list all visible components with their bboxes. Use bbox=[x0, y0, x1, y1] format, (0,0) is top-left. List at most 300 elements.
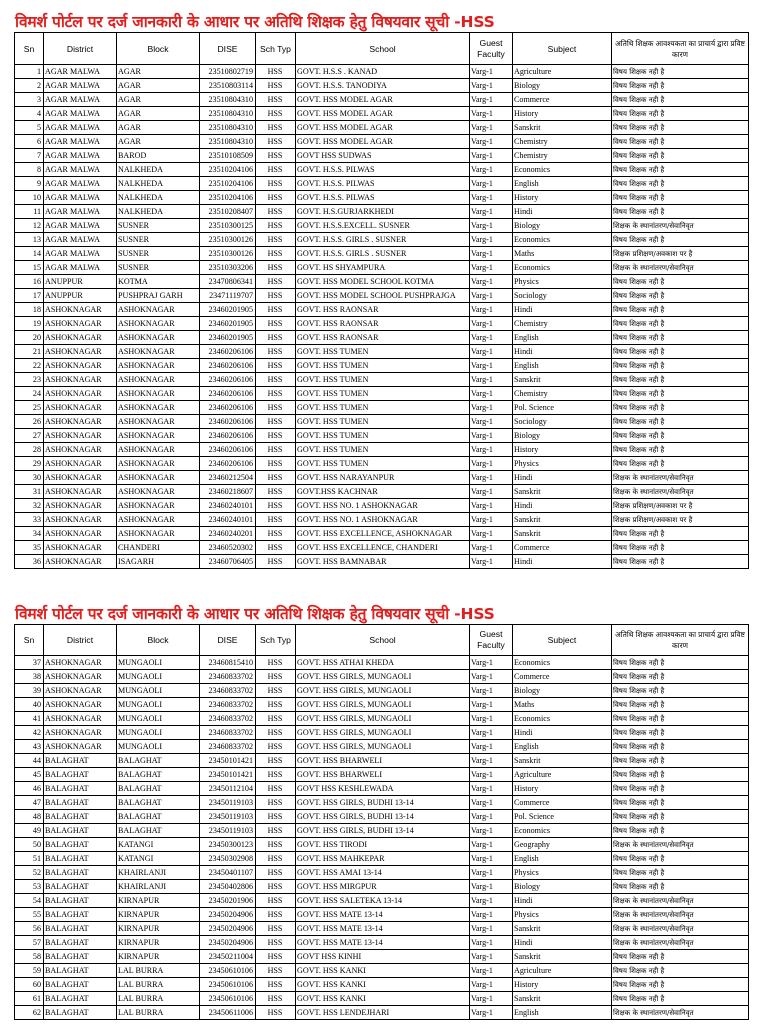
cell-subject: Sanskrit bbox=[513, 922, 612, 936]
cell-district: BALAGHAT bbox=[44, 992, 117, 1006]
cell-subject: Sanskrit bbox=[513, 527, 612, 541]
cell-district: AGAR MALWA bbox=[44, 93, 117, 107]
cell-sch-typ: HSS bbox=[256, 768, 296, 782]
cell-school: GOVT. H.S.GURJARKHEDI bbox=[296, 205, 470, 219]
header-sch-typ: Sch Typ bbox=[256, 33, 296, 65]
cell-sch-typ: HSS bbox=[256, 908, 296, 922]
cell-school: GOVT. HSS GIRLS, MUNGAOLI bbox=[296, 670, 470, 684]
cell-sn: 17 bbox=[15, 289, 44, 303]
header-subject: Subject bbox=[513, 625, 612, 656]
cell-reason: शिक्षक के स्थानांतरण/सेवानिवृत bbox=[612, 219, 749, 233]
cell-guest-faculty: Varg-1 bbox=[470, 670, 513, 684]
cell-subject: Geography bbox=[513, 838, 612, 852]
cell-block: AGAR bbox=[117, 135, 200, 149]
table-row bbox=[15, 121, 749, 135]
cell-school: GOVT. HSS MODEL SCHOOL KOTMA bbox=[296, 275, 470, 289]
cell-sn: 9 bbox=[15, 177, 44, 191]
cell-guest-faculty: Varg-1 bbox=[470, 443, 513, 457]
cell-reason: विषय शिक्षक नही है bbox=[612, 121, 749, 135]
cell-school: GOVT. HSS GIRLS, MUNGAOLI bbox=[296, 726, 470, 740]
cell-subject: English bbox=[513, 740, 612, 754]
cell-guest-faculty: Varg-1 bbox=[470, 513, 513, 527]
table-row bbox=[15, 964, 749, 978]
cell-sn: 53 bbox=[15, 880, 44, 894]
cell-reason: विषय शिक्षक नही है bbox=[612, 135, 749, 149]
cell-guest-faculty: Varg-1 bbox=[470, 485, 513, 499]
cell-block: AGAR bbox=[117, 65, 200, 79]
page-title-2: विमर्श पोर्टल पर दर्ज जानकारी के आधार पर अतिथि शिक्षक हेतु विषयवार सूची -HSS bbox=[15, 605, 495, 623]
table-row bbox=[15, 936, 749, 950]
cell-sn: 56 bbox=[15, 922, 44, 936]
table-row bbox=[15, 261, 749, 275]
cell-dise: 23510804310 bbox=[200, 121, 256, 135]
cell-sn: 45 bbox=[15, 768, 44, 782]
cell-school: GOVT. HSS KANKI bbox=[296, 992, 470, 1006]
cell-subject: Chemistry bbox=[513, 135, 612, 149]
cell-dise: 23450204906 bbox=[200, 936, 256, 950]
table-row bbox=[15, 922, 749, 936]
cell-subject: Chemistry bbox=[513, 387, 612, 401]
cell-sn: 24 bbox=[15, 387, 44, 401]
cell-school: GOVT. HSS MODEL SCHOOL PUSHPRAJGA bbox=[296, 289, 470, 303]
cell-dise: 23450300123 bbox=[200, 838, 256, 852]
cell-district: ASHOKNAGAR bbox=[44, 471, 117, 485]
cell-guest-faculty: Varg-1 bbox=[470, 219, 513, 233]
cell-sch-typ: HSS bbox=[256, 796, 296, 810]
cell-subject: Maths bbox=[513, 698, 612, 712]
cell-district: ASHOKNAGAR bbox=[44, 656, 117, 670]
cell-guest-faculty: Varg-1 bbox=[470, 684, 513, 698]
table-row bbox=[15, 796, 749, 810]
cell-district: AGAR MALWA bbox=[44, 65, 117, 79]
cell-sn: 16 bbox=[15, 275, 44, 289]
cell-guest-faculty: Varg-1 bbox=[470, 740, 513, 754]
cell-reason: विषय शिक्षक नही है bbox=[612, 880, 749, 894]
cell-district: BALAGHAT bbox=[44, 782, 117, 796]
cell-dise: 23510303206 bbox=[200, 261, 256, 275]
cell-school: GOVT. HSS MODEL AGAR bbox=[296, 107, 470, 121]
cell-dise: 23450401107 bbox=[200, 866, 256, 880]
cell-reason: विषय शिक्षक नही है bbox=[612, 698, 749, 712]
cell-school: GOVT. H.S.S. GIRLS . SUSNER bbox=[296, 233, 470, 247]
cell-district: ASHOKNAGAR bbox=[44, 684, 117, 698]
cell-guest-faculty: Varg-1 bbox=[470, 541, 513, 555]
cell-sn: 7 bbox=[15, 149, 44, 163]
cell-school: GOVT. HSS GIRLS, BUDHI 13-14 bbox=[296, 796, 470, 810]
cell-school: GOVT. HSS LENDEJHARI bbox=[296, 1006, 470, 1020]
cell-reason: विषय शिक्षक नही है bbox=[612, 233, 749, 247]
cell-sn: 47 bbox=[15, 796, 44, 810]
cell-district: ASHOKNAGAR bbox=[44, 359, 117, 373]
cell-dise: 23470806341 bbox=[200, 275, 256, 289]
cell-sn: 37 bbox=[15, 656, 44, 670]
cell-district: ASHOKNAGAR bbox=[44, 499, 117, 513]
table-row bbox=[15, 135, 749, 149]
cell-district: BALAGHAT bbox=[44, 936, 117, 950]
cell-block: MUNGAOLI bbox=[117, 670, 200, 684]
cell-sch-typ: HSS bbox=[256, 698, 296, 712]
cell-school: GOVT. HSS KANKI bbox=[296, 978, 470, 992]
cell-district: ASHOKNAGAR bbox=[44, 541, 117, 555]
cell-school: GOVT. HSS MODEL AGAR bbox=[296, 121, 470, 135]
cell-block: KOTMA bbox=[117, 275, 200, 289]
cell-district: BALAGHAT bbox=[44, 922, 117, 936]
cell-school: GOVT. H.S.S. PILWAS bbox=[296, 191, 470, 205]
header-sn: Sn bbox=[15, 33, 44, 65]
cell-sn: 14 bbox=[15, 247, 44, 261]
cell-school: GOVT. HSS BAMNABAR bbox=[296, 555, 470, 569]
table-row bbox=[15, 656, 749, 670]
cell-subject: Physics bbox=[513, 457, 612, 471]
cell-sch-typ: HSS bbox=[256, 894, 296, 908]
table-row bbox=[15, 275, 749, 289]
cell-school: GOVT. HSS RAONSAR bbox=[296, 317, 470, 331]
cell-sch-typ: HSS bbox=[256, 415, 296, 429]
cell-school: GOVT. HSS NARAYANPUR bbox=[296, 471, 470, 485]
cell-block: ASHOKNAGAR bbox=[117, 387, 200, 401]
cell-guest-faculty: Varg-1 bbox=[470, 698, 513, 712]
cell-reason: विषय शिक्षक नही है bbox=[612, 950, 749, 964]
table-row bbox=[15, 684, 749, 698]
cell-reason: विषय शिक्षक नही है bbox=[612, 415, 749, 429]
cell-reason: विषय शिक्षक नही है bbox=[612, 712, 749, 726]
cell-district: ASHOKNAGAR bbox=[44, 726, 117, 740]
cell-dise: 23450610106 bbox=[200, 978, 256, 992]
cell-reason: विषय शिक्षक नही है bbox=[612, 824, 749, 838]
cell-block: KIRNAPUR bbox=[117, 936, 200, 950]
cell-dise: 23510108509 bbox=[200, 149, 256, 163]
cell-sn: 62 bbox=[15, 1006, 44, 1020]
cell-subject: History bbox=[513, 107, 612, 121]
cell-reason: विषय शिक्षक नही है bbox=[612, 387, 749, 401]
cell-subject: Agriculture bbox=[513, 65, 612, 79]
cell-sch-typ: HSS bbox=[256, 541, 296, 555]
cell-guest-faculty: Varg-1 bbox=[470, 429, 513, 443]
cell-subject: Agriculture bbox=[513, 964, 612, 978]
cell-reason: विषय शिक्षक नही है bbox=[612, 205, 749, 219]
cell-subject: Commerce bbox=[513, 796, 612, 810]
cell-reason: विषय शिक्षक नही है bbox=[612, 177, 749, 191]
cell-sch-typ: HSS bbox=[256, 1006, 296, 1020]
cell-dise: 23510300125 bbox=[200, 219, 256, 233]
cell-guest-faculty: Varg-1 bbox=[470, 177, 513, 191]
cell-block: AGAR bbox=[117, 79, 200, 93]
table-row bbox=[15, 541, 749, 555]
cell-school: GOVT. HSS TUMEN bbox=[296, 359, 470, 373]
table-row bbox=[15, 824, 749, 838]
cell-reason: विषय शिक्षक नही है bbox=[612, 684, 749, 698]
cell-block: ASHOKNAGAR bbox=[117, 317, 200, 331]
cell-sch-typ: HSS bbox=[256, 866, 296, 880]
cell-school: GOVT. HSS TUMEN bbox=[296, 415, 470, 429]
cell-school: GOVT HSS KINHI bbox=[296, 950, 470, 964]
cell-district: BALAGHAT bbox=[44, 964, 117, 978]
cell-sn: 49 bbox=[15, 824, 44, 838]
cell-guest-faculty: Varg-1 bbox=[470, 317, 513, 331]
header-subject: Subject bbox=[513, 33, 612, 65]
cell-sn: 52 bbox=[15, 866, 44, 880]
cell-district: ASHOKNAGAR bbox=[44, 443, 117, 457]
cell-dise: 23460212504 bbox=[200, 471, 256, 485]
cell-subject: History bbox=[513, 191, 612, 205]
cell-sch-typ: HSS bbox=[256, 429, 296, 443]
cell-block: BALAGHAT bbox=[117, 782, 200, 796]
cell-sch-typ: HSS bbox=[256, 135, 296, 149]
cell-dise: 23450610106 bbox=[200, 992, 256, 1006]
cell-block: ASHOKNAGAR bbox=[117, 527, 200, 541]
cell-subject: Commerce bbox=[513, 541, 612, 555]
cell-subject: Hindi bbox=[513, 499, 612, 513]
cell-sn: 36 bbox=[15, 555, 44, 569]
cell-sch-typ: HSS bbox=[256, 555, 296, 569]
cell-district: ASHOKNAGAR bbox=[44, 303, 117, 317]
cell-reason: विषय शिक्षक नही है bbox=[612, 768, 749, 782]
cell-block: ASHOKNAGAR bbox=[117, 401, 200, 415]
cell-guest-faculty: Varg-1 bbox=[470, 866, 513, 880]
cell-block: ASHOKNAGAR bbox=[117, 359, 200, 373]
cell-subject: Pol. Science bbox=[513, 810, 612, 824]
cell-district: BALAGHAT bbox=[44, 810, 117, 824]
cell-school: GOVT. HSS BHARWELI bbox=[296, 754, 470, 768]
table-row bbox=[15, 191, 749, 205]
cell-dise: 23450119103 bbox=[200, 796, 256, 810]
cell-district: AGAR MALWA bbox=[44, 135, 117, 149]
cell-sn: 4 bbox=[15, 107, 44, 121]
cell-reason: विषय शिक्षक नही है bbox=[612, 866, 749, 880]
table-row bbox=[15, 712, 749, 726]
cell-school: GOVT. HSS MAHKEPAR bbox=[296, 852, 470, 866]
cell-sch-typ: HSS bbox=[256, 754, 296, 768]
cell-dise: 23450611006 bbox=[200, 1006, 256, 1020]
cell-guest-faculty: Varg-1 bbox=[470, 964, 513, 978]
cell-dise: 23450101421 bbox=[200, 754, 256, 768]
cell-block: KATANGI bbox=[117, 852, 200, 866]
cell-block: BAROD bbox=[117, 149, 200, 163]
cell-school: GOVT. HSS TIRODI bbox=[296, 838, 470, 852]
cell-district: AGAR MALWA bbox=[44, 149, 117, 163]
table-row bbox=[15, 289, 749, 303]
cell-sn: 35 bbox=[15, 541, 44, 555]
cell-subject: Physics bbox=[513, 908, 612, 922]
cell-subject: Hindi bbox=[513, 936, 612, 950]
header-sn: Sn bbox=[15, 625, 44, 656]
cell-block: ASHOKNAGAR bbox=[117, 429, 200, 443]
cell-dise: 23460206106 bbox=[200, 401, 256, 415]
cell-guest-faculty: Varg-1 bbox=[470, 233, 513, 247]
cell-reason: शिक्षक प्रशिक्षण/अवकाश पर है bbox=[612, 499, 749, 513]
cell-sn: 34 bbox=[15, 527, 44, 541]
cell-subject: Commerce bbox=[513, 93, 612, 107]
cell-guest-faculty: Varg-1 bbox=[470, 726, 513, 740]
cell-subject: English bbox=[513, 852, 612, 866]
cell-guest-faculty: Varg-1 bbox=[470, 712, 513, 726]
cell-reason: विषय शिक्षक नही है bbox=[612, 726, 749, 740]
cell-guest-faculty: Varg-1 bbox=[470, 880, 513, 894]
cell-dise: 23460833702 bbox=[200, 712, 256, 726]
cell-school: GOVT. HSS MODEL AGAR bbox=[296, 93, 470, 107]
cell-dise: 23460833702 bbox=[200, 684, 256, 698]
table-row bbox=[15, 79, 749, 93]
cell-guest-faculty: Varg-1 bbox=[470, 387, 513, 401]
cell-district: ASHOKNAGAR bbox=[44, 485, 117, 499]
cell-sch-typ: HSS bbox=[256, 107, 296, 121]
header-guest-faculty: Guest Faculty bbox=[470, 33, 513, 65]
cell-block: LAL BURRA bbox=[117, 964, 200, 978]
cell-reason: विषय शिक्षक नही है bbox=[612, 992, 749, 1006]
table-row bbox=[15, 866, 749, 880]
cell-sch-typ: HSS bbox=[256, 824, 296, 838]
cell-district: ASHOKNAGAR bbox=[44, 555, 117, 569]
cell-dise: 23460240101 bbox=[200, 513, 256, 527]
cell-reason: विषय शिक्षक नही है bbox=[612, 401, 749, 415]
cell-guest-faculty: Varg-1 bbox=[470, 950, 513, 964]
cell-sch-typ: HSS bbox=[256, 656, 296, 670]
cell-dise: 23450201906 bbox=[200, 894, 256, 908]
cell-reason: विषय शिक्षक नही है bbox=[612, 317, 749, 331]
table-row bbox=[15, 992, 749, 1006]
cell-block: KATANGI bbox=[117, 838, 200, 852]
cell-district: BALAGHAT bbox=[44, 852, 117, 866]
cell-guest-faculty: Varg-1 bbox=[470, 796, 513, 810]
cell-dise: 23510204106 bbox=[200, 163, 256, 177]
cell-guest-faculty: Varg-1 bbox=[470, 79, 513, 93]
cell-dise: 23450204906 bbox=[200, 922, 256, 936]
cell-reason: विषय शिक्षक नही है bbox=[612, 191, 749, 205]
cell-dise: 23471119707 bbox=[200, 289, 256, 303]
cell-subject: Hindi bbox=[513, 471, 612, 485]
cell-guest-faculty: Varg-1 bbox=[470, 415, 513, 429]
table-row bbox=[15, 852, 749, 866]
cell-sch-typ: HSS bbox=[256, 782, 296, 796]
cell-school: GOVT. HSS ATHAI KHEDA bbox=[296, 656, 470, 670]
cell-block: MUNGAOLI bbox=[117, 712, 200, 726]
cell-block: KHAIRLANJI bbox=[117, 866, 200, 880]
cell-guest-faculty: Varg-1 bbox=[470, 65, 513, 79]
cell-school: GOVT. H.S.S. PILWAS bbox=[296, 177, 470, 191]
cell-block: KIRNAPUR bbox=[117, 894, 200, 908]
cell-school: GOVT.HSS KACHNAR bbox=[296, 485, 470, 499]
cell-block: ISAGARH bbox=[117, 555, 200, 569]
cell-guest-faculty: Varg-1 bbox=[470, 457, 513, 471]
cell-sch-typ: HSS bbox=[256, 65, 296, 79]
cell-district: BALAGHAT bbox=[44, 754, 117, 768]
cell-subject: History bbox=[513, 782, 612, 796]
table-row bbox=[15, 93, 749, 107]
cell-block: ASHOKNAGAR bbox=[117, 303, 200, 317]
table-row bbox=[15, 65, 749, 79]
cell-district: ASHOKNAGAR bbox=[44, 513, 117, 527]
header-guest-faculty: Guest Faculty bbox=[470, 625, 513, 656]
cell-reason: शिक्षक के स्थानांतरण/सेवानिवृत bbox=[612, 922, 749, 936]
header-reason: अतिथि शिक्षक आवश्यकता का प्राचार्य द्वारा प्रविष्ट कारण bbox=[612, 625, 749, 656]
table-row bbox=[15, 1006, 749, 1020]
cell-sn: 48 bbox=[15, 810, 44, 824]
table-row bbox=[15, 387, 749, 401]
cell-block: AGAR bbox=[117, 121, 200, 135]
cell-reason: विषय शिक्षक नही है bbox=[612, 163, 749, 177]
cell-sn: 29 bbox=[15, 457, 44, 471]
cell-block: PUSHPRAJ GARH bbox=[117, 289, 200, 303]
cell-reason: विषय शिक्षक नही है bbox=[612, 782, 749, 796]
table-row bbox=[15, 810, 749, 824]
cell-sn: 27 bbox=[15, 429, 44, 443]
cell-district: BALAGHAT bbox=[44, 768, 117, 782]
cell-dise: 23460815410 bbox=[200, 656, 256, 670]
cell-subject: Chemistry bbox=[513, 317, 612, 331]
cell-sn: 50 bbox=[15, 838, 44, 852]
cell-school: GOVT. HSS TUMEN bbox=[296, 345, 470, 359]
cell-dise: 23450119103 bbox=[200, 824, 256, 838]
cell-district: BALAGHAT bbox=[44, 824, 117, 838]
cell-school: GOVT. H.S.S. PILWAS bbox=[296, 163, 470, 177]
cell-block: BALAGHAT bbox=[117, 768, 200, 782]
cell-dise: 23460833702 bbox=[200, 726, 256, 740]
cell-district: ASHOKNAGAR bbox=[44, 317, 117, 331]
cell-dise: 23460201905 bbox=[200, 331, 256, 345]
cell-school: GOVT. HSS MATE 13-14 bbox=[296, 922, 470, 936]
cell-guest-faculty: Varg-1 bbox=[470, 1006, 513, 1020]
cell-district: AGAR MALWA bbox=[44, 177, 117, 191]
cell-subject: History bbox=[513, 443, 612, 457]
table-row bbox=[15, 443, 749, 457]
cell-sn: 38 bbox=[15, 670, 44, 684]
cell-block: KIRNAPUR bbox=[117, 922, 200, 936]
cell-reason: विषय शिक्षक नही है bbox=[612, 303, 749, 317]
cell-sn: 30 bbox=[15, 471, 44, 485]
cell-block: KIRNAPUR bbox=[117, 908, 200, 922]
cell-school: GOVT. HS SHYAMPURA bbox=[296, 261, 470, 275]
cell-reason: विषय शिक्षक नही है bbox=[612, 93, 749, 107]
cell-guest-faculty: Varg-1 bbox=[470, 782, 513, 796]
cell-dise: 23460206106 bbox=[200, 443, 256, 457]
cell-sch-typ: HSS bbox=[256, 345, 296, 359]
cell-reason: शिक्षक के स्थानांतरण/सेवानिवृत bbox=[612, 936, 749, 950]
cell-school: GOVT. HSS TUMEN bbox=[296, 429, 470, 443]
cell-sch-typ: HSS bbox=[256, 303, 296, 317]
cell-subject: Economics bbox=[513, 656, 612, 670]
cell-school: GOVT. HSS MIRGPUR bbox=[296, 880, 470, 894]
cell-sn: 13 bbox=[15, 233, 44, 247]
cell-school: GOVT. HSS MATE 13-14 bbox=[296, 936, 470, 950]
cell-dise: 23460240101 bbox=[200, 499, 256, 513]
cell-sch-typ: HSS bbox=[256, 936, 296, 950]
cell-school: GOVT. HSS GIRLS, MUNGAOLI bbox=[296, 740, 470, 754]
cell-school: GOVT. HSS EXCELLENCE, CHANDERI bbox=[296, 541, 470, 555]
cell-guest-faculty: Varg-1 bbox=[470, 93, 513, 107]
table-row bbox=[15, 163, 749, 177]
cell-subject: Sanskrit bbox=[513, 754, 612, 768]
cell-dise: 23460206106 bbox=[200, 429, 256, 443]
cell-guest-faculty: Varg-1 bbox=[470, 345, 513, 359]
cell-block: ASHOKNAGAR bbox=[117, 457, 200, 471]
cell-district: ASHOKNAGAR bbox=[44, 712, 117, 726]
cell-subject: Economics bbox=[513, 163, 612, 177]
cell-sch-typ: HSS bbox=[256, 712, 296, 726]
cell-dise: 23510204106 bbox=[200, 177, 256, 191]
cell-sn: 28 bbox=[15, 443, 44, 457]
cell-district: ASHOKNAGAR bbox=[44, 670, 117, 684]
cell-subject: Economics bbox=[513, 261, 612, 275]
cell-dise: 23460833702 bbox=[200, 698, 256, 712]
cell-block: ASHOKNAGAR bbox=[117, 443, 200, 457]
cell-reason: विषय शिक्षक नही है bbox=[612, 79, 749, 93]
cell-block: ASHOKNAGAR bbox=[117, 373, 200, 387]
cell-guest-faculty: Varg-1 bbox=[470, 289, 513, 303]
cell-block: AGAR bbox=[117, 107, 200, 121]
cell-block: NALKHEDA bbox=[117, 177, 200, 191]
cell-block: ASHOKNAGAR bbox=[117, 471, 200, 485]
cell-district: BALAGHAT bbox=[44, 908, 117, 922]
